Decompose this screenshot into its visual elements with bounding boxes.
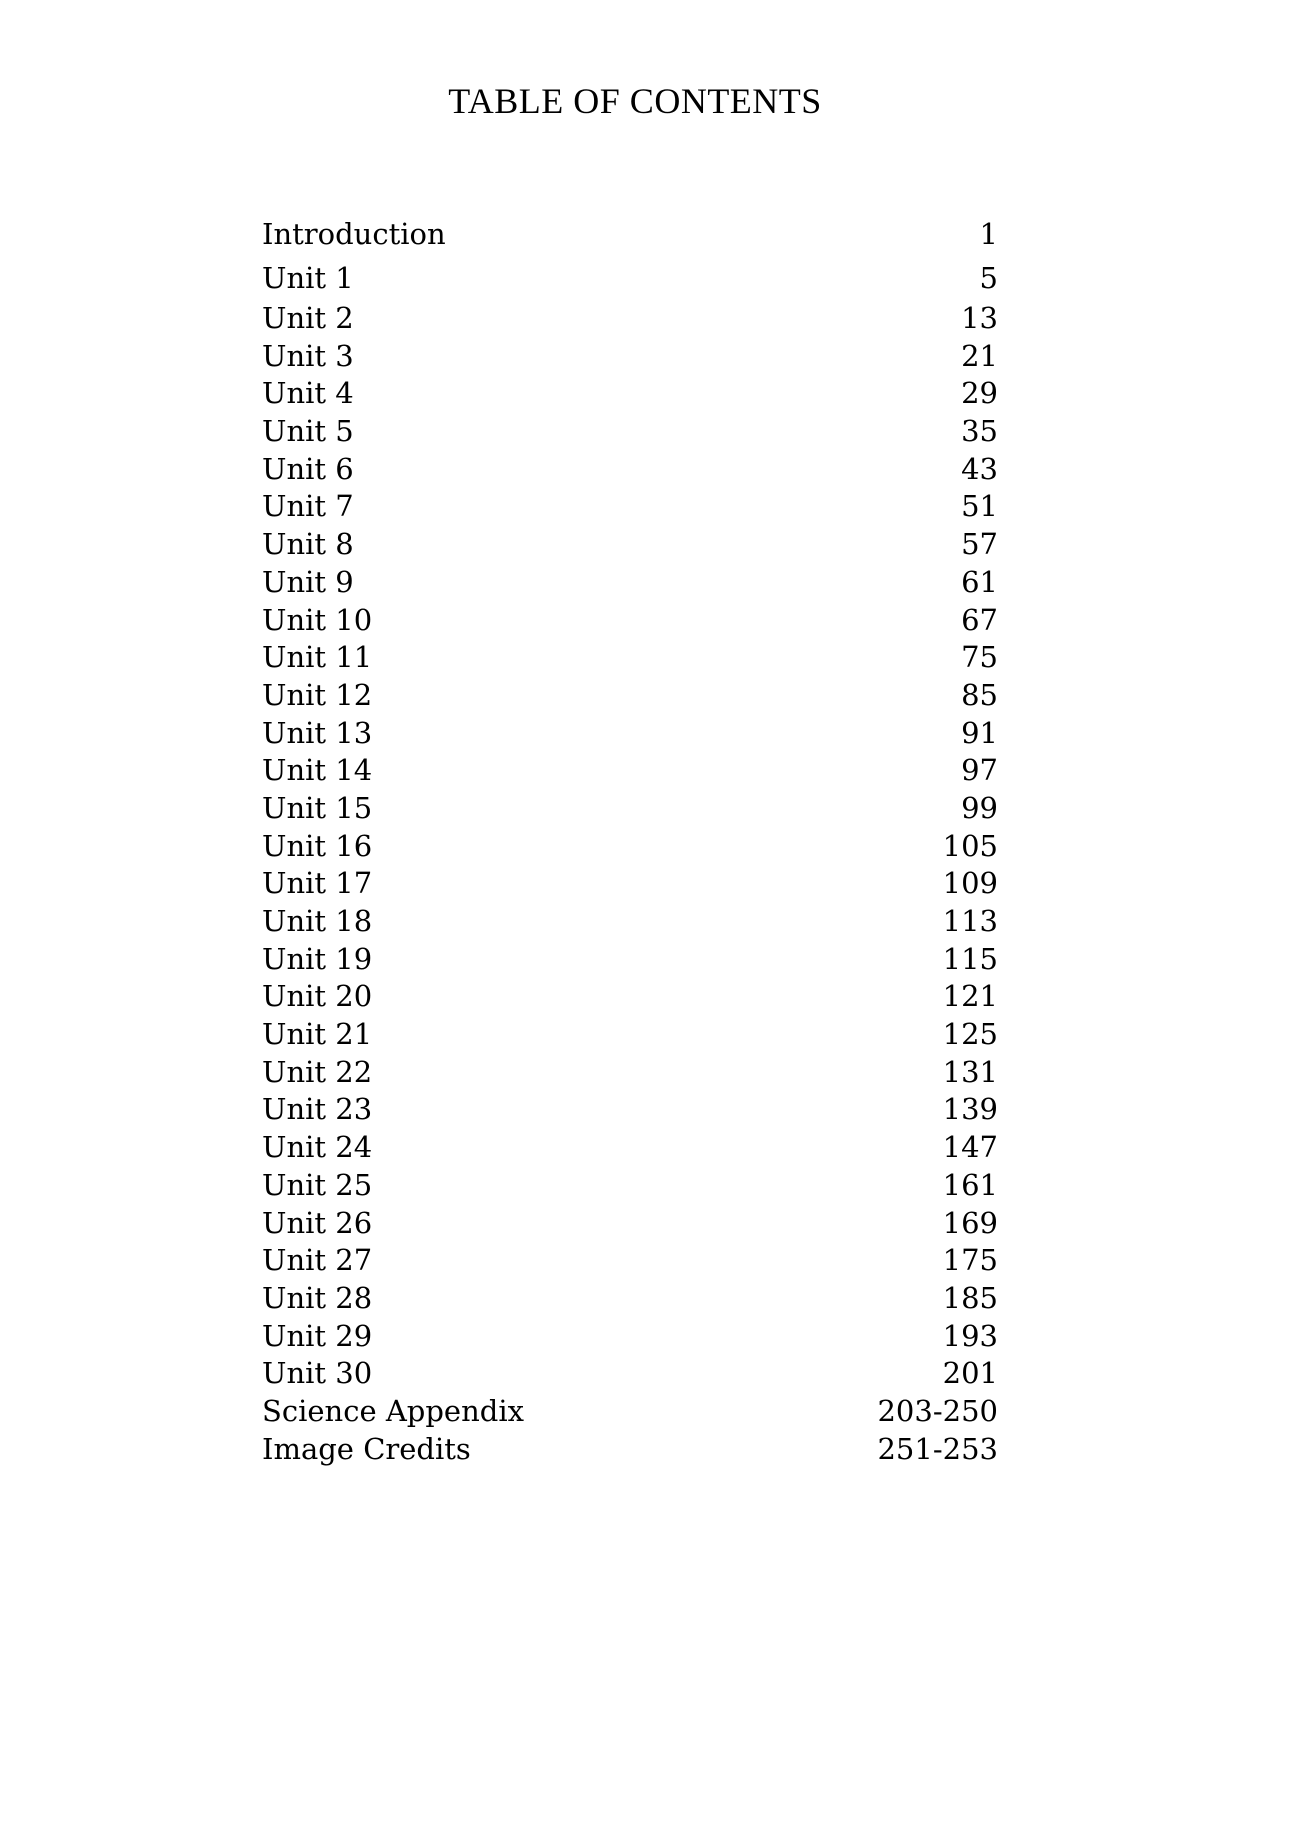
toc-entry-label: Unit 24 — [262, 1130, 373, 1165]
toc-entry-page: 91 — [961, 715, 998, 750]
toc-entry-page: 51 — [961, 489, 998, 524]
toc-entry-label: Unit 28 — [262, 1280, 373, 1315]
toc-entry-label: Science Appendix — [262, 1393, 524, 1428]
toc-entry-label: Image Credits — [262, 1431, 471, 1466]
toc-entry[interactable] — [262, 300, 998, 338]
toc-entry[interactable] — [262, 413, 998, 451]
toc-entry-page: 169 — [942, 1205, 998, 1240]
toc-entry[interactable] — [262, 828, 998, 866]
toc-entry-label: Unit 7 — [262, 489, 354, 524]
toc-entry-page: 43 — [961, 451, 998, 486]
toc-entry-page: 75 — [961, 640, 998, 675]
toc-entry[interactable] — [262, 1431, 998, 1469]
toc-entry[interactable] — [262, 212, 998, 256]
toc-entry-page: 21 — [961, 338, 998, 373]
toc-entry[interactable] — [262, 1016, 998, 1054]
toc-entry-label: Unit 8 — [262, 527, 354, 562]
toc-entry[interactable] — [262, 1054, 998, 1092]
toc-entry[interactable] — [262, 1393, 998, 1431]
toc-entry-page: 97 — [961, 753, 998, 788]
toc-entry-label: Unit 11 — [262, 640, 373, 675]
toc-entry[interactable] — [262, 1129, 998, 1167]
toc-entry-page: 13 — [961, 301, 998, 335]
toc-entry-page: 61 — [961, 564, 998, 599]
toc-entry[interactable] — [262, 488, 998, 526]
toc-entry-page: 201 — [942, 1356, 998, 1391]
toc-entry-page: 105 — [942, 828, 998, 863]
toc-entry-page: 161 — [942, 1167, 998, 1202]
toc-entry[interactable] — [262, 375, 998, 413]
toc-entry[interactable] — [262, 677, 998, 715]
toc-entry[interactable] — [262, 1242, 998, 1280]
page-title: TABLE OF CONTENTS — [448, 81, 822, 121]
toc-entry[interactable] — [262, 451, 998, 489]
toc-entry-page: 121 — [942, 979, 998, 1014]
toc-entry-label: Unit 23 — [262, 1092, 373, 1127]
toc-entry-label: Unit 29 — [262, 1318, 373, 1353]
toc-entry-page: 147 — [942, 1130, 998, 1165]
toc-entry-page: 125 — [942, 1017, 998, 1052]
toc-entry[interactable] — [262, 1318, 998, 1356]
toc-entry-page: 139 — [942, 1092, 998, 1127]
toc-entry-label: Unit 1 — [262, 261, 354, 295]
toc-entry-label: Unit 15 — [262, 790, 373, 825]
toc-entry[interactable] — [262, 338, 998, 376]
toc-entry[interactable] — [262, 602, 998, 640]
toc-entry-label: Unit 13 — [262, 715, 373, 750]
toc-entry-label: Unit 22 — [262, 1054, 373, 1089]
toc-entry-page: 35 — [961, 414, 998, 449]
toc-entry-page: 57 — [961, 527, 998, 562]
toc-entry[interactable] — [262, 715, 998, 753]
toc-entry-label: Unit 25 — [262, 1167, 373, 1202]
toc-entry-page: 175 — [942, 1243, 998, 1278]
toc-entry-label: Unit 20 — [262, 979, 373, 1014]
toc-entry-page: 109 — [942, 866, 998, 901]
toc-entry-page: 99 — [961, 790, 998, 825]
toc-list — [262, 212, 998, 1468]
toc-entry[interactable] — [262, 526, 998, 564]
toc-entry-page: 193 — [942, 1318, 998, 1353]
toc-entry-label: Unit 30 — [262, 1356, 373, 1391]
toc-entry-label: Unit 5 — [262, 414, 354, 449]
toc-entry-label: Unit 6 — [262, 451, 354, 486]
toc-entry-page: 113 — [942, 904, 998, 938]
toc-entry-page: 85 — [961, 677, 998, 712]
toc-entry-page: 1 — [979, 217, 998, 251]
toc-entry-label: Introduction — [262, 217, 446, 251]
toc-entry-page: 115 — [942, 941, 998, 976]
toc-entry[interactable] — [262, 752, 998, 790]
toc-entry-page: 29 — [961, 376, 998, 411]
toc-entry[interactable] — [262, 564, 998, 602]
toc-entry-label: Unit 3 — [262, 338, 354, 373]
toc-entry-label: Unit 26 — [262, 1205, 373, 1240]
toc-entry[interactable] — [262, 941, 998, 979]
toc-entry-label: Unit 14 — [262, 753, 373, 788]
toc-entry-page: 185 — [942, 1280, 998, 1315]
toc-entry[interactable] — [262, 790, 998, 828]
toc-entry[interactable] — [262, 639, 998, 677]
toc-entry-label: Unit 4 — [262, 376, 354, 411]
toc-entry-page: 131 — [942, 1054, 998, 1089]
toc-entry[interactable] — [262, 903, 998, 941]
toc-entry-page: 203-250 — [877, 1393, 998, 1428]
toc-entry-label: Unit 19 — [262, 941, 373, 976]
toc-entry-label: Unit 27 — [262, 1243, 373, 1278]
toc-entry-page: 5 — [979, 261, 998, 295]
toc-entry[interactable] — [262, 256, 998, 300]
toc-entry[interactable] — [262, 1091, 998, 1129]
toc-entry[interactable] — [262, 1280, 998, 1318]
toc-entry-label: Unit 18 — [262, 904, 373, 938]
toc-entry-label: Unit 21 — [262, 1017, 373, 1052]
toc-entry[interactable] — [262, 978, 998, 1016]
toc-entry-label: Unit 2 — [262, 301, 354, 335]
toc-entry-label: Unit 17 — [262, 866, 373, 901]
toc-entry-page: 251-253 — [877, 1431, 998, 1466]
toc-entry-label: Unit 12 — [262, 677, 373, 712]
toc-entry-label: Unit 10 — [262, 602, 373, 637]
toc-entry[interactable] — [262, 1355, 998, 1393]
toc-entry[interactable] — [262, 1205, 998, 1243]
toc-entry[interactable] — [262, 865, 998, 903]
toc-entry-label: Unit 16 — [262, 828, 373, 863]
toc-entry-label: Unit 9 — [262, 564, 354, 599]
toc-entry[interactable] — [262, 1167, 998, 1205]
toc-entry-page: 67 — [961, 602, 998, 637]
